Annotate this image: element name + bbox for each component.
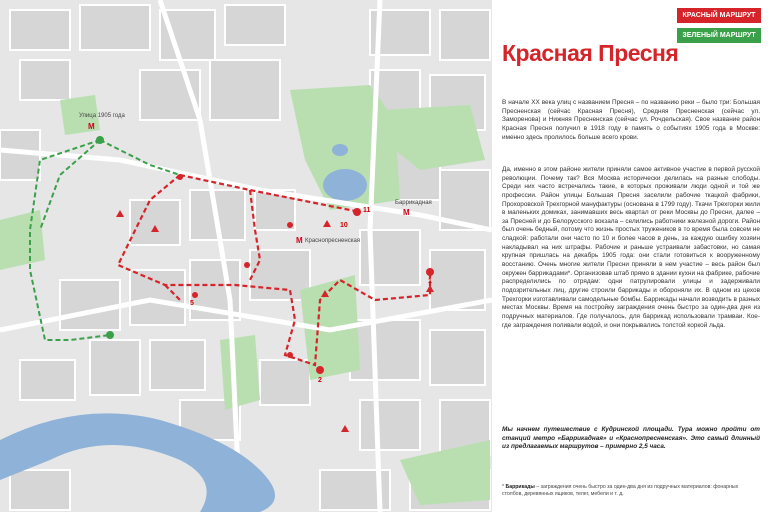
route-stop-number[interactable]: 1	[428, 278, 432, 285]
route-stop-number[interactable]: 11	[363, 207, 371, 214]
legend-green-route: ЗЕЛЕНЫЙ МАРШРУТ	[677, 28, 761, 43]
map-label-barrikadnaya: Баррикадная	[395, 200, 432, 206]
text-page	[492, 0, 770, 512]
metro-icon[interactable]: M	[88, 122, 95, 131]
map-label-krasnopresnenskaya: Краснопресненская	[305, 238, 361, 244]
page-title: Красная Пресня	[502, 40, 679, 66]
route-stop-number[interactable]: 2	[318, 377, 322, 384]
footnote: * Баррикады – заграждения очень быстро за один-два дня из подручных материалов: фонарных столбов, деревянных ящиков, телег, мебели и т. д.	[502, 484, 739, 498]
route-stop-number[interactable]: 10	[340, 222, 348, 229]
metro-icon[interactable]: M	[403, 208, 410, 217]
paragraph-intro: В начале XX века улиц с названием Пресня – по названию реки – было три: Большая Пресненская (сейчас Красная Пресня), Средняя Пресненская (сейчас ул. Заморенова) и Нижняя Пресненская (сейчас ул. Рочдельская). Свое название район Красная Пресня получил в 1918 году в память о событиях 1905 года в Москве: именно здесь пролилось больше всего крови.	[502, 99, 760, 141]
paragraph-history: Да, именно в этом районе жители приняли самое активное участие в первой русской революции. Почему так? Вся Москва исторически делилась на разные слободы. Среди них часто встречались такие, в которых проживали люди одной и той же профессии. Район улицы Большая Пресня заселили рабочие ткацкой фабрики, Прохоровской Трехгорной мануфактуры (основана в 1799 году). Ткачи Трехгорки жили в маленьких домиках, занимавших весь квартал от реки Москвы до Пресни, далее – за Пресней и до Белорусского вокзала – селились работники железной дороги. Район был очень бедный, потому что жизнь простых тружеников в то время была совсем не сладкой: работали они часто по 10 и более часов в день, за каждую ошибку хозяин накладывал на них штрафы. Рабочие и раньше устраивали забастовки, но самая крупная пришлась на декабрь 1905 года: они стали готовиться к вооруженному восстанию. Очень многие жители Пресни приняли в нем участие – весь район был окружен баррикадами*. Организовав штаб прямо в здании кухни на фабрике, рабочие распределились по отрядам: одни патрулировали улицы и задерживали подозрительных лиц, другие строили баррикады и обороняли их. В одном из цехов Трехгорки изготавливали самодельные бомбы. Баррикады начали возводить в разных местах Москвы. Время на постройку заграждения очень быстро за один-два дня из подручных материалов. Где получалось, для баррикад использовали трамваи. Кое-где заграждения поливали водой, и они покрывались толстой коркой льда.	[502, 166, 760, 329]
paragraph-route-start: Мы начнем путешествие с Кудринской площади. Тура можно пройти от станций метро «Баррикадная» и «Краснопресненская». Это самый длинный из предлагаемых маршрутов – примерно 2,5 часа.	[502, 426, 760, 451]
metro-icon[interactable]: M	[296, 236, 303, 245]
route-stop-number[interactable]: 5	[190, 300, 194, 307]
legend-red-route: КРАСНЫЙ МАРШРУТ	[677, 8, 761, 23]
map-label-ulitsa-1905: Улица 1905 года	[79, 113, 125, 119]
footnote-term: Баррикады	[505, 484, 535, 490]
footnote-text: – заграждения очень быстро за один-два дня из подручных материалов: фонарных столбов, деревянных ящиков, телег, мебели и т. д.	[502, 484, 739, 498]
